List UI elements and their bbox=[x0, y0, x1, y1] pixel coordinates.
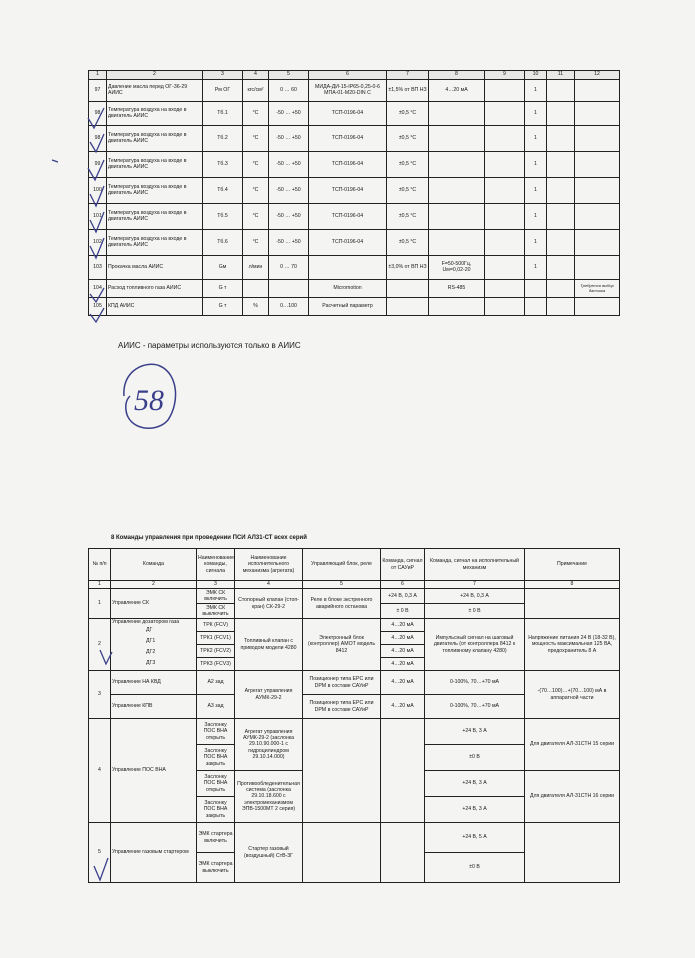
cell-sig: F=50-500Гц, Uм=0,02-20 bbox=[429, 256, 485, 280]
row-number: 3 bbox=[89, 671, 111, 719]
cell-c11 bbox=[547, 256, 575, 280]
cell-sig bbox=[429, 230, 485, 256]
cell-c10: 1 bbox=[525, 102, 547, 126]
note-cell bbox=[525, 589, 620, 619]
pen-dash bbox=[52, 160, 58, 162]
cell-c10: 1 bbox=[525, 178, 547, 204]
signal-sau-cell: 4…20 мА bbox=[381, 632, 425, 645]
cell-c12 bbox=[575, 256, 620, 280]
header-block: Управляющий блок, реле bbox=[303, 549, 381, 581]
cell-sig bbox=[429, 178, 485, 204]
signal-mech-cell: ±0 В bbox=[425, 745, 525, 771]
cell-unit: °С bbox=[243, 126, 269, 152]
col-num: 3 bbox=[203, 71, 243, 80]
col-num: 3 bbox=[197, 581, 235, 589]
cell-c12 bbox=[575, 230, 620, 256]
col-num: 7 bbox=[387, 71, 429, 80]
cell-sig: 4…20 мА bbox=[429, 80, 485, 102]
cell-sensor: ТСП-0196-04 bbox=[309, 152, 387, 178]
col-num: 2 bbox=[107, 71, 203, 80]
cell-c9 bbox=[485, 280, 525, 298]
signal-sau-cell: 4…20 мА bbox=[381, 658, 425, 671]
cell-num: 98 bbox=[89, 126, 107, 152]
col-num: 4 bbox=[243, 71, 269, 80]
block-cell: Позиционер типа EPC или DPM в составе САУиР bbox=[303, 695, 381, 719]
cell-c9 bbox=[485, 298, 525, 316]
table-header-row bbox=[89, 71, 620, 80]
cell-acc: ±0,5 °С bbox=[387, 126, 429, 152]
cell-num: 103 bbox=[89, 256, 107, 280]
header-signal-sau: Команда, сигнал от САУиР bbox=[381, 549, 425, 581]
cell-c11 bbox=[547, 126, 575, 152]
cell-sym: Тб.2 bbox=[203, 126, 243, 152]
cell-num: 99 bbox=[89, 152, 107, 178]
signal-mech-cell: ± 0 В bbox=[425, 604, 525, 619]
col-num: 11 bbox=[547, 71, 575, 80]
command-name-cell: ЭМК СК включить bbox=[197, 589, 235, 604]
cell-sensor: ТСП-0196-04 bbox=[309, 126, 387, 152]
col-num: 4 bbox=[235, 581, 303, 589]
signal-sau-cell: 4…20 мА bbox=[381, 671, 425, 695]
signal-sau-cell: 4…20 мА bbox=[381, 645, 425, 658]
command-name-cell: Заслонку ПОС ВНА открыть bbox=[197, 719, 235, 745]
command-cell: Управление КПВ bbox=[111, 695, 197, 719]
col-num: 2 bbox=[111, 581, 197, 589]
table-header-row bbox=[89, 549, 620, 581]
note-cell: Для двигателя АЛ-31СТН 15 серии bbox=[525, 719, 620, 771]
header-command: Команда bbox=[111, 549, 197, 581]
header-signal-mech: Команда, сигнал на исполнительный механизм bbox=[425, 549, 525, 581]
table-row bbox=[89, 823, 620, 853]
cell-num: 98 bbox=[89, 102, 107, 126]
cell-c12 bbox=[575, 178, 620, 204]
cell-c9 bbox=[485, 152, 525, 178]
mechanism-cell: Агрегат управления АУМК-29-2 bbox=[235, 671, 303, 719]
signal-mech-cell: +24 В, 3 А bbox=[425, 771, 525, 797]
table-row bbox=[89, 102, 620, 126]
cell-sym: Тб.1 bbox=[203, 102, 243, 126]
command-cell: Управление ПОС ВНА bbox=[111, 719, 197, 823]
cell-name: Температура воздуха на входе в двигатель АИИС bbox=[107, 126, 203, 152]
command-cell: Управление газовым стартером bbox=[111, 823, 197, 883]
note-cell: Для двигателя АЛ-31СТН 16 серии bbox=[525, 771, 620, 823]
cell-acc bbox=[387, 280, 429, 298]
command-name-cell: ЭМК стартера включить bbox=[197, 823, 235, 853]
cell-unit: кгс/см² bbox=[243, 80, 269, 102]
cell-sensor: ТСП-0196-04 bbox=[309, 204, 387, 230]
mechanism-cell: Противообледенительная система (заслонка 29.10.18.600 с электромеханизмом ЭПВ-1500МТ 2 серия) bbox=[235, 771, 303, 823]
cell-range: -50 … +50 bbox=[269, 152, 309, 178]
cell-name: Расход топливного газа АИИС bbox=[107, 280, 203, 298]
col-num: 5 bbox=[269, 71, 309, 80]
cell-c11 bbox=[547, 152, 575, 178]
cell-c12: Требуется выбор датчика bbox=[575, 280, 620, 298]
cell-sym: Тб.5 bbox=[203, 204, 243, 230]
cell-c10: 1 bbox=[525, 80, 547, 102]
cell-name: Температура воздуха на входе в двигатель АИИС bbox=[107, 230, 203, 256]
cell-name: КПД АИИС bbox=[107, 298, 203, 316]
cell-sig: RS-485 bbox=[429, 280, 485, 298]
cell-range: 0 … 60 bbox=[269, 80, 309, 102]
cell-sym: Тб.6 bbox=[203, 230, 243, 256]
cell-c12 bbox=[575, 80, 620, 102]
col-num: 6 bbox=[381, 581, 425, 589]
col-num: 10 bbox=[525, 71, 547, 80]
cell-unit: °С bbox=[243, 204, 269, 230]
cell-unit bbox=[243, 280, 269, 298]
command-name-cell: ТРК3 (FCV3) bbox=[197, 658, 235, 671]
cell-range: 0…100 bbox=[269, 298, 309, 316]
cell-sensor: ТСП-0196-04 bbox=[309, 230, 387, 256]
signal-mech-cell: Импульсный сигнал на шаговый двигатель (от контроллера 8412 к топливному клапану 4280) bbox=[425, 619, 525, 671]
cell-sym: Тб.4 bbox=[203, 178, 243, 204]
row-number: 2 bbox=[89, 619, 111, 671]
table-row bbox=[89, 204, 620, 230]
cell-c9 bbox=[485, 80, 525, 102]
command-name-cell: ТРК (FCV) bbox=[197, 619, 235, 632]
command-name-cell: ТРК2 (FCV2) bbox=[197, 645, 235, 658]
cell-sensor: ТСП-0196-04 bbox=[309, 178, 387, 204]
signal-mech-cell: 0-100%, 70…+70 мА bbox=[425, 671, 525, 695]
cell-unit: °С bbox=[243, 178, 269, 204]
cell-range: -50 … +50 bbox=[269, 178, 309, 204]
mechanism-cell: Стартер газовый (воздушный) СтВ-3Г bbox=[235, 823, 303, 883]
cell-acc: ±0,5 °С bbox=[387, 152, 429, 178]
cell-acc: ±0,5 °С bbox=[387, 204, 429, 230]
cell-sym: G т bbox=[203, 280, 243, 298]
cell-name: Прокачка масла АИИС bbox=[107, 256, 203, 280]
mechanism-cell: Агрегат управления АУМК-29-2 (заслонка 29.10.90.000-1 с гидроцилиндром 29.10.14.000) bbox=[235, 719, 303, 771]
command-cell bbox=[111, 619, 197, 671]
cell-c12 bbox=[575, 152, 620, 178]
cell-sensor: Расчетный параметр bbox=[309, 298, 387, 316]
signal-sau-cell bbox=[381, 823, 425, 883]
cell-range: 0 … 70 bbox=[269, 256, 309, 280]
signal-mech-cell: +24 В, 5 А bbox=[425, 823, 525, 853]
cell-name: Температура воздуха на входе в двигатель АИИС bbox=[107, 178, 203, 204]
table-row bbox=[89, 719, 620, 745]
command-name-cell: Заслонку ПОС ВНА закрыть bbox=[197, 745, 235, 771]
cell-sym: Gм bbox=[203, 256, 243, 280]
cell-sym: G т bbox=[203, 298, 243, 316]
cell-c10: 1 bbox=[525, 204, 547, 230]
cell-acc: ±3,0% от ВП НЗ bbox=[387, 256, 429, 280]
table-row bbox=[89, 671, 620, 695]
col-num: 12 bbox=[575, 71, 620, 80]
command-title: Управление дозатором газа bbox=[112, 619, 180, 625]
command-name-cell: Заслонку ПОС ВНА открыть bbox=[197, 771, 235, 797]
command-name-cell: Заслонку ПОС ВНА закрыть bbox=[197, 797, 235, 823]
cell-unit: л/мин bbox=[243, 256, 269, 280]
table-row bbox=[89, 126, 620, 152]
cell-sig bbox=[429, 298, 485, 316]
cell-c10: 1 bbox=[525, 256, 547, 280]
header-num: № п/п bbox=[89, 549, 111, 581]
cell-c11 bbox=[547, 204, 575, 230]
section-title: 8 Команды управления при проведении ПСИ АЛ31-СТ всех серий bbox=[111, 535, 307, 541]
command-name-cell: ЭМК СК выключить bbox=[197, 604, 235, 619]
page-number-glyphs: 58 bbox=[134, 384, 164, 417]
cell-c9 bbox=[485, 102, 525, 126]
cell-name: Температура воздуха на входе в двигатель АИИС bbox=[107, 152, 203, 178]
row-number: 5 bbox=[89, 823, 111, 883]
block-cell: Позиционер типа EPC или DPM в составе САУиР bbox=[303, 671, 381, 695]
command-item: ДГ2 bbox=[146, 649, 156, 656]
cell-sig bbox=[429, 126, 485, 152]
command-cell: Управление СК bbox=[111, 589, 197, 619]
signal-sau-cell: 4…20 мА bbox=[381, 695, 425, 719]
cell-sensor bbox=[309, 256, 387, 280]
cell-c9 bbox=[485, 126, 525, 152]
note-cell: Напряжение питания 24 В (18-32 В), мощность максимальная 125 ВА, предохранитель 8 А bbox=[525, 619, 620, 671]
cell-c9 bbox=[485, 230, 525, 256]
table-row bbox=[89, 619, 620, 632]
block-cell: Реле в блоке экстренного аварийного останова bbox=[303, 589, 381, 619]
col-num: 1 bbox=[89, 71, 107, 80]
table-row bbox=[89, 256, 620, 280]
cell-sensor: Micromotion bbox=[309, 280, 387, 298]
col-num: 6 bbox=[309, 71, 387, 80]
header-mechanism: Наименование исполнительного механизма (агрегата) bbox=[235, 549, 303, 581]
cell-num: 97 bbox=[89, 80, 107, 102]
cell-acc: ±0,5 °С bbox=[387, 178, 429, 204]
cell-c10: 1 bbox=[525, 230, 547, 256]
signal-mech-cell: +24 В, 3 А bbox=[425, 797, 525, 823]
cell-range: -50 … +50 bbox=[269, 230, 309, 256]
cell-num: 104 bbox=[89, 280, 107, 298]
cell-num: 100 bbox=[89, 178, 107, 204]
command-item: ДГ1 bbox=[146, 638, 156, 645]
col-num: 5 bbox=[303, 581, 381, 589]
cell-c9 bbox=[485, 178, 525, 204]
table-row bbox=[89, 589, 620, 604]
cell-sensor: ТСП-0196-04 bbox=[309, 102, 387, 126]
handwritten-page-number bbox=[118, 358, 182, 439]
cell-name: Давление масла перед ОГ-36-29 АИИС bbox=[107, 80, 203, 102]
cell-sensor: МИДА-ДИ-15-IP65-0,25-0-6 МПА-01-М20-DIN C bbox=[309, 80, 387, 102]
cell-range: -50 … +50 bbox=[269, 126, 309, 152]
signal-mech-cell: 0-100%, 70…+70 мА bbox=[425, 695, 525, 719]
parameters-table bbox=[88, 70, 620, 316]
block-cell bbox=[303, 823, 381, 883]
cell-num: 105 bbox=[89, 298, 107, 316]
cell-name: Температура воздуха на входе в двигатель АИИС bbox=[107, 204, 203, 230]
cell-unit: °С bbox=[243, 152, 269, 178]
cell-c12 bbox=[575, 102, 620, 126]
table-row bbox=[89, 298, 620, 316]
cell-range bbox=[269, 280, 309, 298]
table-row bbox=[89, 178, 620, 204]
row-number: 1 bbox=[89, 589, 111, 619]
col-num: 7 bbox=[425, 581, 525, 589]
cell-c11 bbox=[547, 298, 575, 316]
commands-table bbox=[88, 548, 620, 883]
cell-c11 bbox=[547, 102, 575, 126]
cell-c9 bbox=[485, 256, 525, 280]
cell-range: -50 … +50 bbox=[269, 102, 309, 126]
command-item: ДГ3 bbox=[146, 660, 156, 666]
signal-sau-cell: 4…20 мА bbox=[381, 619, 425, 632]
block-cell: Электронный блок (контроллер) АМОТ модель 8412 bbox=[303, 619, 381, 671]
cell-num: 101 bbox=[89, 204, 107, 230]
cell-sig bbox=[429, 102, 485, 126]
cell-c11 bbox=[547, 230, 575, 256]
header-command-name: Наименование команды, сигнала bbox=[197, 549, 235, 581]
signal-sau-cell bbox=[381, 719, 425, 823]
cell-acc: ±1,5% от ВП НЗ bbox=[387, 80, 429, 102]
command-name-cell: А2 зад bbox=[197, 671, 235, 695]
note-cell bbox=[525, 823, 620, 883]
note-cell: -(70…100)…+(70…100) мА в аппаратной части bbox=[525, 671, 620, 719]
cell-c12 bbox=[575, 126, 620, 152]
col-num: 8 bbox=[429, 71, 485, 80]
cell-range: -50 … +50 bbox=[269, 204, 309, 230]
cell-unit: °С bbox=[243, 230, 269, 256]
command-name-cell: ТРК1 (FCV1) bbox=[197, 632, 235, 645]
signal-sau-cell: ± 0 В bbox=[381, 604, 425, 619]
cell-num: 102 bbox=[89, 230, 107, 256]
col-num: 9 bbox=[485, 71, 525, 80]
col-num: 8 bbox=[525, 581, 620, 589]
cell-c12 bbox=[575, 298, 620, 316]
cell-acc: ±0,5 °С bbox=[387, 102, 429, 126]
cell-sym: Тб.3 bbox=[203, 152, 243, 178]
block-cell bbox=[303, 719, 381, 823]
cell-sym: Рм ОГ bbox=[203, 80, 243, 102]
cell-c10: 1 bbox=[525, 152, 547, 178]
signal-sau-cell: +24 В, 0,3 А bbox=[381, 589, 425, 604]
table-row bbox=[89, 80, 620, 102]
signal-mech-cell: ±0 В bbox=[425, 853, 525, 883]
cell-c12 bbox=[575, 204, 620, 230]
cell-acc bbox=[387, 298, 429, 316]
command-name-cell: А3 зад bbox=[197, 695, 235, 719]
cell-unit: °С bbox=[243, 102, 269, 126]
cell-c11 bbox=[547, 178, 575, 204]
signal-mech-cell: +24 В, 3 А bbox=[425, 719, 525, 745]
cell-c11 bbox=[547, 80, 575, 102]
col-num: 1 bbox=[89, 581, 111, 589]
cell-acc: ±0,5 °С bbox=[387, 230, 429, 256]
note-text: АИИС - параметры используются только в АИИС bbox=[118, 341, 301, 350]
command-item: ДГ bbox=[146, 627, 153, 634]
cell-name: Температура воздуха на входе в двигатель АИИС bbox=[107, 102, 203, 126]
cell-unit: % bbox=[243, 298, 269, 316]
table-row bbox=[89, 152, 620, 178]
row-number: 4 bbox=[89, 719, 111, 823]
cell-c10: 1 bbox=[525, 126, 547, 152]
cell-c10 bbox=[525, 280, 547, 298]
table-row bbox=[89, 230, 620, 256]
header-note: Примечание bbox=[525, 549, 620, 581]
cell-c11 bbox=[547, 280, 575, 298]
table-row bbox=[89, 280, 620, 298]
mechanism-cell: Стопорный клапан (стоп-кран) СК-29-2 bbox=[235, 589, 303, 619]
cell-c9 bbox=[485, 204, 525, 230]
cell-sig bbox=[429, 152, 485, 178]
command-name-cell: ЭМК стартера выключить bbox=[197, 853, 235, 883]
column-number-row bbox=[89, 581, 620, 589]
cell-sig bbox=[429, 204, 485, 230]
mechanism-cell: Топливный клапан с приводом модели 4280 bbox=[235, 619, 303, 671]
cell-c10 bbox=[525, 298, 547, 316]
command-cell: Управление НА КВД bbox=[111, 671, 197, 695]
signal-mech-cell: +24 В, 0,3 А bbox=[425, 589, 525, 604]
